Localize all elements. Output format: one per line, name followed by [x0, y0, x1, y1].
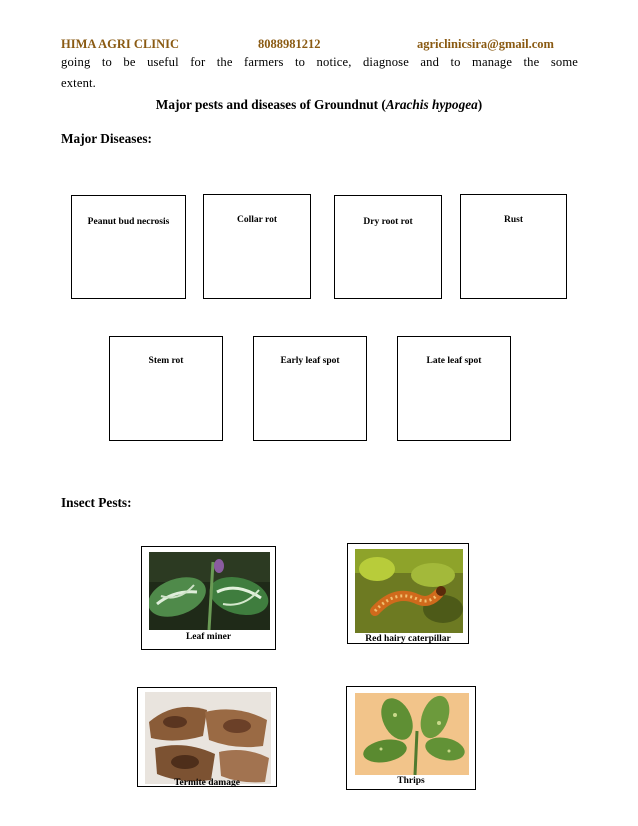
termite-damage-photo — [145, 692, 271, 784]
thrips-photo — [355, 693, 469, 775]
disease-box-dry-root-rot — [334, 195, 442, 299]
intro-line-2: extent. — [61, 76, 96, 90]
pest-box-red-hairy-caterpillar — [347, 543, 469, 644]
diseases-heading: Major Diseases: — [61, 131, 152, 146]
disease-label: Dry root rot — [363, 217, 413, 227]
pest-box-termite-damage — [137, 687, 277, 787]
disease-box-collar-rot — [203, 194, 311, 299]
pest-box-thrips — [346, 686, 476, 790]
title-text: Major pests and diseases of Groundnut ( — [155, 97, 386, 112]
leaf-miner-photo — [149, 552, 270, 630]
clinic-email: agriclinicsira@gmail.com — [417, 37, 554, 51]
pest-label: Termite damage — [174, 778, 240, 787]
disease-label: Peanut bud necrosis — [87, 217, 170, 227]
clinic-phone: 8088981212 — [258, 37, 321, 51]
title-scientific-name: Arachis hypogea — [385, 97, 478, 112]
pests-heading: Insect Pests: — [61, 495, 132, 510]
disease-label: Late leaf spot — [426, 356, 482, 366]
caterpillar-photo — [355, 549, 463, 633]
disease-label: Stem rot — [148, 356, 184, 366]
clinic-name: HIMA AGRI CLINIC — [61, 37, 180, 51]
disease-label: Early leaf spot — [280, 356, 340, 366]
disease-box-rust — [460, 194, 567, 299]
pest-label: Thrips — [397, 776, 425, 786]
disease-box-early-leaf-spot — [253, 336, 367, 441]
pest-label: Leaf miner — [185, 632, 232, 642]
pest-label: Red hairy caterpillar — [365, 634, 451, 644]
title-close: ) — [477, 97, 483, 112]
disease-box-stem-rot — [109, 336, 223, 441]
disease-label: Rust — [503, 215, 523, 225]
disease-box-late-leaf-spot — [397, 336, 511, 441]
disease-label: Collar rot — [236, 215, 278, 225]
disease-box-peanut-bud-necrosis — [71, 195, 186, 299]
intro-paragraph — [61, 52, 578, 94]
document-title — [0, 97, 638, 113]
intro-line-1: going to be useful for the farmers to notice, diagnose and to manage the some — [61, 55, 578, 69]
pest-box-leaf-miner — [141, 546, 276, 650]
